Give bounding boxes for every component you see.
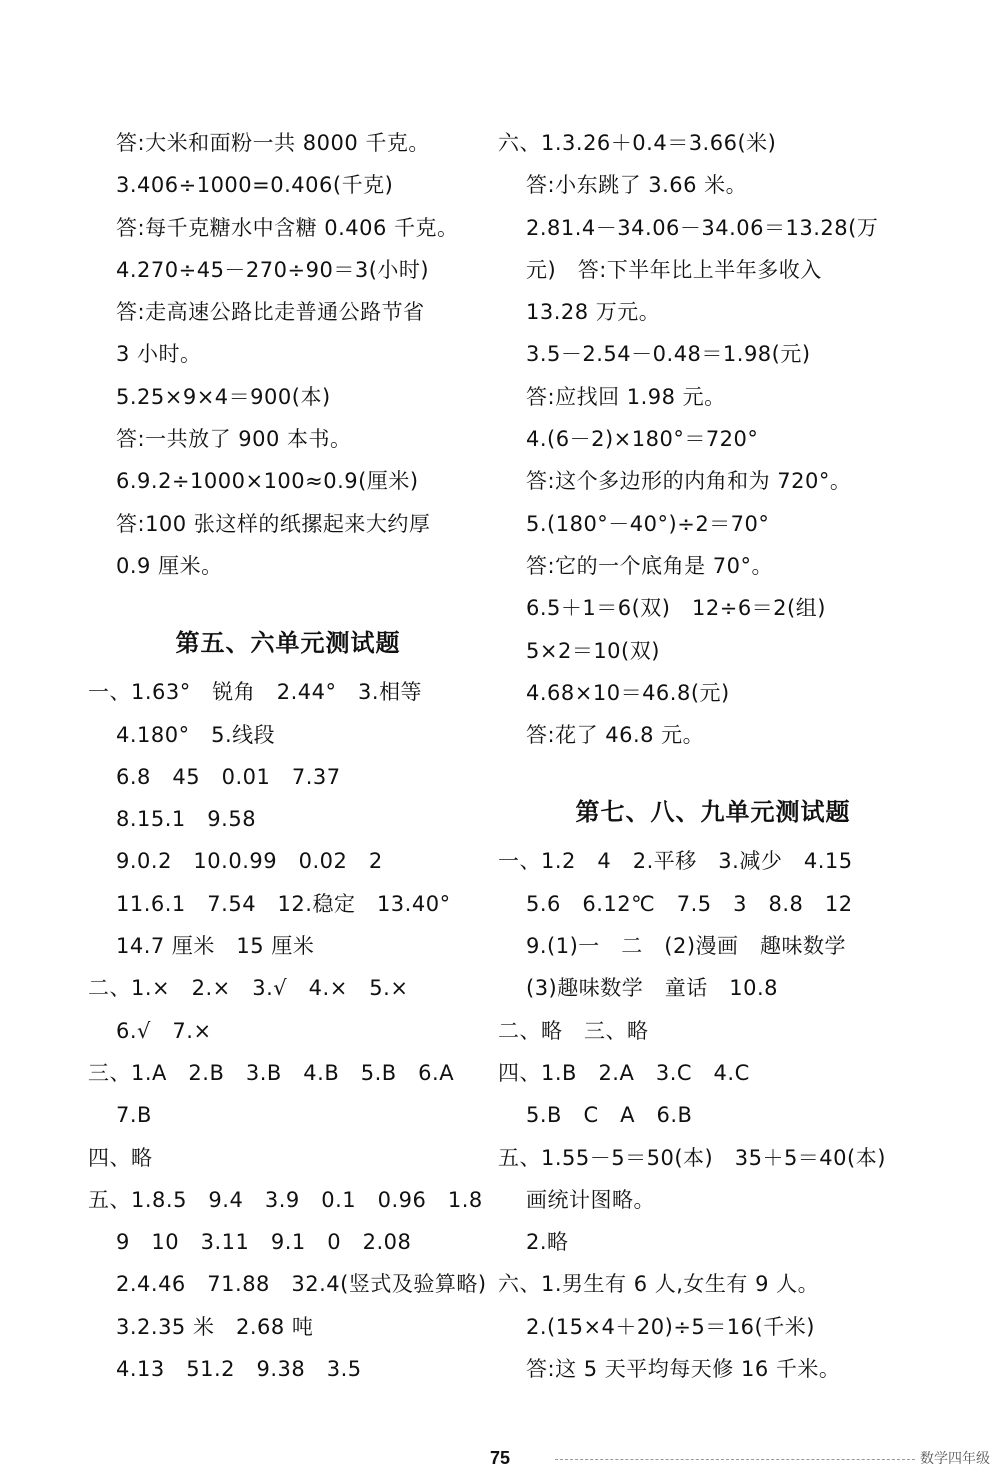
answer-line: 3 小时。: [116, 342, 202, 367]
answer-line: 答:这个多边形的内角和为 720°。: [526, 469, 852, 494]
answer-line: 13.28 万元。: [526, 300, 661, 325]
answer-line: 答:一共放了 900 本书。: [116, 427, 352, 452]
footer-rule: [555, 1459, 915, 1460]
answer-line: 答:每千克糖水中含糖 0.406 千克。: [116, 215, 459, 240]
answer-line: 二、1.× 2.× 3.√ 4.× 5.×: [88, 976, 409, 1001]
section-answers-units-5-6: [88, 671, 488, 1390]
answer-line: 5.B C A 6.B: [526, 1103, 693, 1128]
answer-line: 11.6.1 7.54 12.稳定 13.40°: [116, 891, 451, 916]
left-column: [88, 122, 488, 1390]
answer-line: 8.15.1 9.58: [116, 807, 257, 832]
answer-line: 5×2＝10(双): [526, 638, 660, 663]
answer-line: 6.5＋1＝6(双) 12÷6＝2(组): [526, 596, 826, 621]
section-title-units-7-8-9: 第七、八、九单元测试题: [575, 798, 851, 827]
answer-line: 14.7 厘米 15 厘米: [116, 934, 315, 959]
answer-line: 7.B: [116, 1103, 152, 1128]
footer-label: 数学四年级: [920, 1451, 990, 1467]
answer-line: 画统计图略。: [526, 1187, 655, 1212]
answer-line: 4.180° 5.线段: [116, 722, 276, 747]
answer-line: 元) 答:下半年比上半年多收入: [526, 257, 822, 282]
answer-line: 答:这 5 天平均每天修 16 千米。: [526, 1357, 841, 1382]
answer-line: 答:小东跳了 3.66 米。: [526, 173, 748, 198]
right-answers-continued: [498, 122, 928, 756]
answer-line: 答:走高速公路比走普通公路节省: [116, 300, 425, 325]
section-answers-units-7-8-9: [498, 840, 928, 1390]
answer-line: 5.(180°－40°)÷2＝70°: [526, 511, 770, 536]
right-column: [498, 122, 928, 1390]
answer-line: 5.6 6.12℃ 7.5 3 8.8 12: [526, 891, 853, 916]
answer-line: 三、1.A 2.B 3.B 4.B 5.B 6.A: [88, 1060, 455, 1085]
answer-line: 3.5－2.54－0.48＝1.98(元): [526, 342, 811, 367]
left-answers-continued: [88, 122, 488, 587]
answer-line: 答:大米和面粉一共 8000 千克。: [116, 131, 430, 155]
answer-line: 一、1.63° 锐角 2.44° 3.相等: [88, 680, 423, 705]
answer-line: 4.68×10＝46.8(元): [526, 680, 730, 705]
answer-line: 四、略: [88, 1145, 153, 1170]
answer-line: 一、1.2 4 2.平移 3.减少 4.15: [498, 849, 853, 874]
answer-line: 答:它的一个底角是 70°。: [526, 553, 773, 578]
answer-line: 答:应找回 1.98 元。: [526, 384, 726, 409]
answer-line: 六、1.男生有 6 人,女生有 9 人。: [498, 1272, 820, 1297]
answer-line: 9.(1)一 二 (2)漫画 趣味数学: [526, 934, 847, 959]
answer-line: 6.9.2÷1000×100≈0.9(厘米): [116, 469, 419, 494]
spacer: [498, 756, 928, 784]
answer-line: 3.406÷1000=0.406(千克): [116, 173, 394, 198]
answer-line: 4.13 51.2 9.38 3.5: [116, 1357, 362, 1382]
answer-line: 四、1.B 2.A 3.C 4.C: [498, 1060, 750, 1085]
answer-line: 5.25×9×4＝900(本): [116, 384, 331, 409]
answer-line: 9.0.2 10.0.99 0.02 2: [116, 849, 383, 874]
answer-line: 2.4.46 71.88 32.4(竖式及验算略): [116, 1272, 487, 1297]
answer-line: 2.略: [526, 1230, 569, 1255]
answer-line: 0.9 厘米。: [116, 553, 223, 578]
answer-line: 五、1.55－5＝50(本) 35＋5＝40(本): [498, 1145, 886, 1170]
answer-line: 二、略 三、略: [498, 1018, 649, 1043]
section-title-units-5-6: 第五、六单元测试题: [175, 629, 401, 658]
answer-line: 2.(15×4＋20)÷5＝16(千米): [526, 1314, 815, 1339]
page-number: 75: [489, 1448, 511, 1468]
answer-line: 9 10 3.11 9.1 0 2.08: [116, 1230, 412, 1255]
answer-line: 6.8 45 0.01 7.37: [116, 764, 341, 789]
answer-line: 五、1.8.5 9.4 3.9 0.1 0.96 1.8: [88, 1187, 483, 1212]
answer-line: (3)趣味数学 童话 10.8: [526, 976, 779, 1001]
answer-line: 3.2.35 米 2.68 吨: [116, 1314, 314, 1339]
spacer: [88, 587, 488, 615]
answer-line: 4.270÷45－270÷90＝3(小时): [116, 257, 430, 282]
answer-line: 答:花了 46.8 元。: [526, 723, 705, 748]
answer-line: 4.(6－2)×180°＝720°: [526, 427, 759, 452]
answer-line: 答:100 张这样的纸摞起来大约厚: [116, 511, 431, 536]
answer-line: 六、1.3.26＋0.4＝3.66(米): [498, 131, 777, 155]
answer-line: 2.81.4－34.06－34.06＝13.28(万: [526, 215, 879, 240]
answer-line: 6.√ 7.×: [116, 1018, 212, 1043]
